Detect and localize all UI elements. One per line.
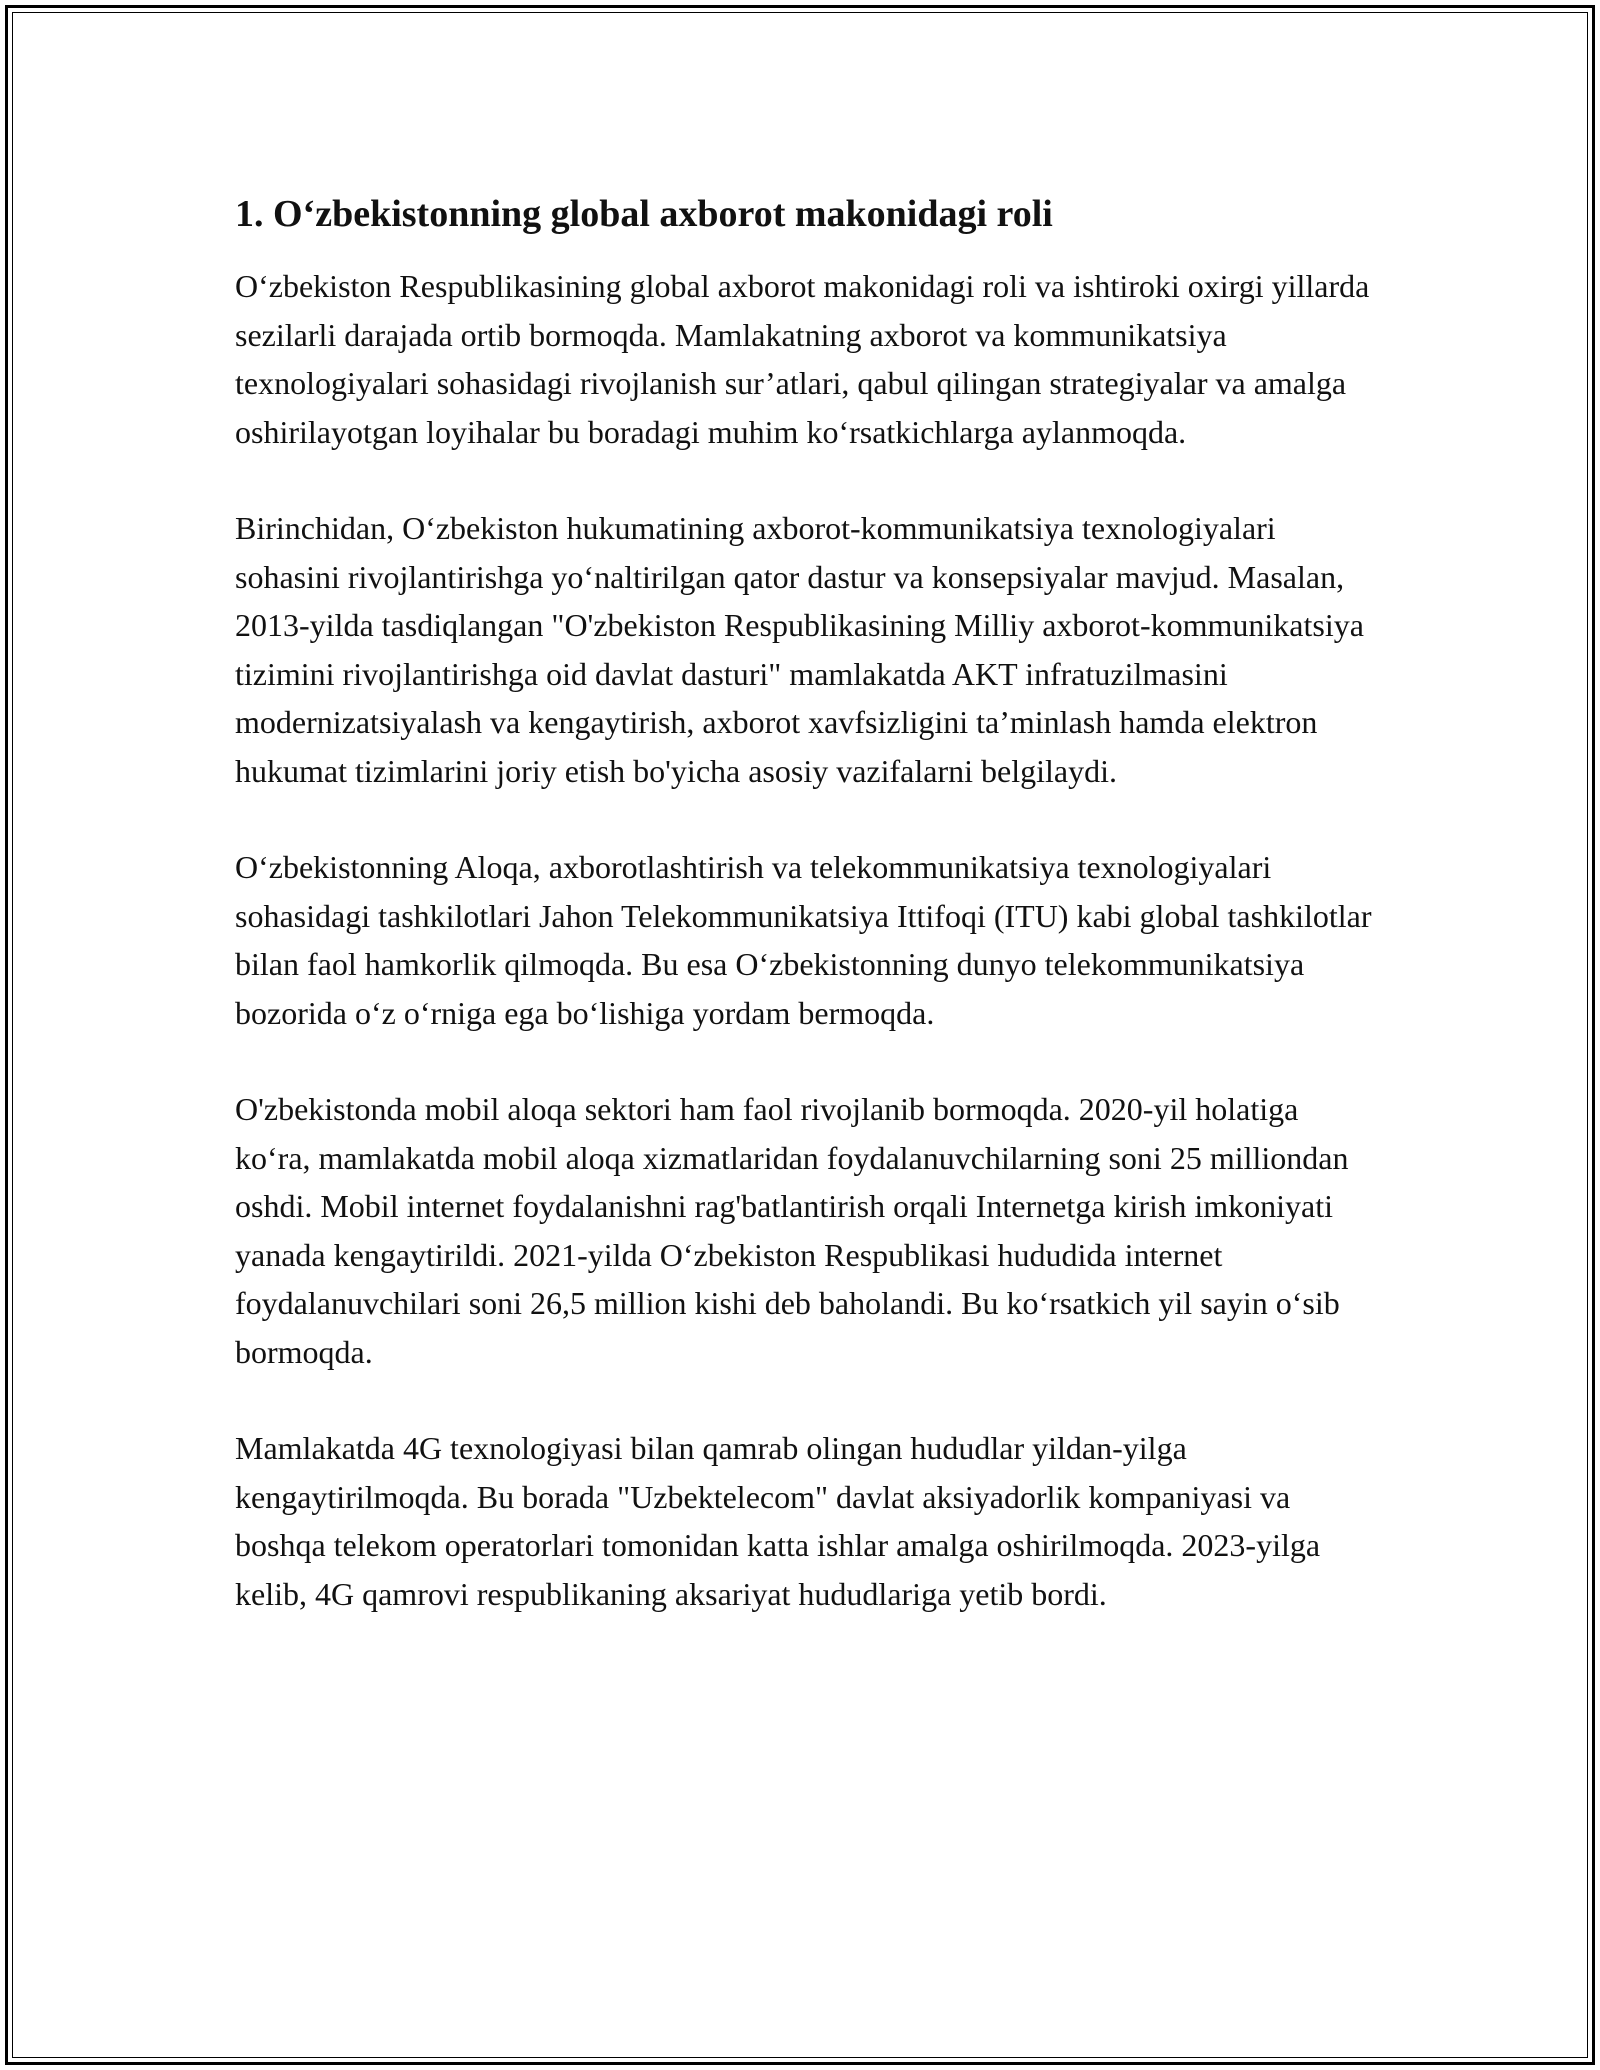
paragraph-international-cooperation: O‘zbekistonning Aloqa, axborotlashtirish va telekommunikatsiya texnologiyalari sohasidagi tashkilotlari Jahon Telekommunikatsiya Ittifoqi (ITU) kabi global tashkilotlar bilan faol hamkorlik qilmoqda. Bu esa O‘zbekistonning dunyo telekommunikatsiya bozorida o‘z o‘rniga ega bo‘lishiga yordam bermoqda.	[235, 849, 1372, 1031]
section-heading: 1. O‘zbekistonning global axborot makonidagi roli	[235, 193, 1053, 235]
paragraph-4g-coverage: Mamlakatda 4G texnologiyasi bilan qamrab olingan hududlar yildan-yilga kengaytirilmoqda. Bu borada "Uzbektelecom" davlat aksiyadorlik kompaniyasi va boshqa telekom operatorlari tomonidan katta ishlar amalga oshirilmoqda. 2023-yilga kelib, 4G qamrovi respublikaning aksariyat hududlariga yetib bordi.	[235, 1430, 1321, 1612]
paragraph-mobile-sector: O'zbekistonda mobil aloqa sektori ham faol rivojlanib bormoqda. 2020-yil holatiga ko‘ra, mamlakatda mobil aloqa xizmatlaridan foydalanuvchilarning soni 25 milliondan oshdi. Mobil internet foydalanishni rag'batlantirish orqali Internetga kirish imkoniyati yanada kengaytirildi. 2021-yilda O‘zbekiston Respublikasi hududida internet foydalanuvchilari soni 26,5 million kishi deb baholandi. Bu ko‘rsatkich yil sayin o‘sib bormoqda.	[235, 1091, 1349, 1370]
paragraph-government-programs: Birinchidan, O‘zbekiston hukumatining axborot-kommunikatsiya texnologiyalari sohasini rivojlantirishga yo‘naltirilgan qator dastur va konsepsiyalar mavjud. Masalan, 2013-yilda tasdiqlangan "O'zbekiston Respublikasining Milliy axborot-kommunikatsiya tizimini rivojlantirishga oid davlat dasturi" mamlakatda AKT infratuzilmasini modernizatsiyalash va kengaytirish, axborot xavfsizligini ta’minlash hamda elektron hukumat tizimlarini joriy etish bo'yicha asosiy vazifalarni belgilaydi.	[235, 510, 1364, 789]
document-body	[235, 190, 1380, 1666]
paragraph-intro: O‘zbekiston Respublikasining global axborot makonidagi roli va ishtiroki oxirgi yillarda sezilarli darajada ortib bormoqda. Mamlakatning axborot va kommunikatsiya texnologiyalari sohasidagi rivojlanish sur’atlari, qabul qilingan strategiyalar va amalga oshirilayotgan loyihalar bu boradagi muhim ko‘rsatkichlarga aylanmoqda.	[235, 268, 1370, 450]
